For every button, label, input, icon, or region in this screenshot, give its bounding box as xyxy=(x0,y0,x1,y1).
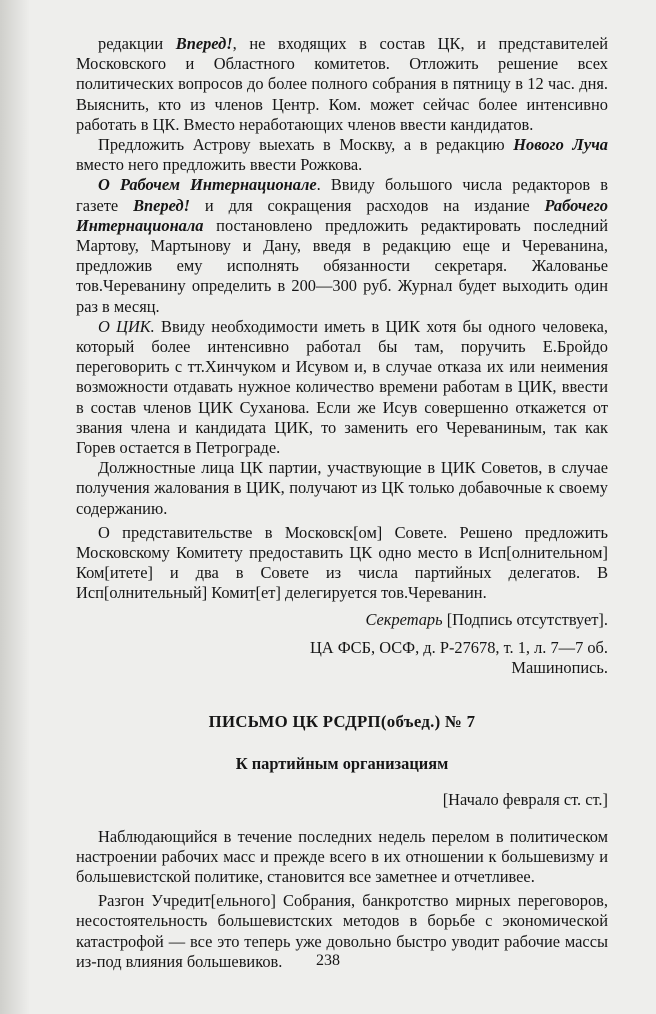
text-run: . Ввиду большого числа редакторов в газете xyxy=(76,175,609,215)
newspaper-title-vpered: Вперед! xyxy=(133,195,190,215)
secretary-label: Секретарь xyxy=(365,609,443,629)
section-lead-tsik: О ЦИК. xyxy=(98,316,155,336)
section-lead-rabochiy-internatsional: О Рабочем Интернационале xyxy=(98,175,317,195)
paragraph-political-shift: Наблюдающийся в течение последних недель перелом в политическом настроении рабочих масс и прежде всего в их отношении к большевизму и большевистской политике, становится все заметнее и отчетливее. xyxy=(76,826,608,886)
text-run: вместо него предложить ввести Рожкова. xyxy=(76,155,363,175)
paragraph-moscow-soviet: О представительстве в Московск[ом] Совете. Решено предложить Московскому Комитету предоставить ЦК одно место в Исп[олнительном] Ком[итете] и два в Совете из числа партийных делегатов. В Исп[олнительный] Комит[ет] делегируется тов.Череванин. xyxy=(76,522,608,603)
text-run: и для сокращения расходов на издание xyxy=(190,195,545,215)
secretary-line xyxy=(76,610,608,630)
paragraph-constituent-assembly: Разгон Учредит[ельного] Собрания, банкротство мирных переговоров, несостоятельность большевистских методов в борьбе с экономической катастрофой — все это теперь уже довольно быстро уводит рабочие массы из-под влияния большевиков. xyxy=(76,891,608,971)
letter-heading: ПИСЬМО ЦК РСДРП(объед.) № 7 xyxy=(208,712,476,732)
text-run: Ввиду необходимости иметь в ЦИК хотя бы одного человека, который более интенсивно работал бы там, поручить Е.Бройдо переговорить с тт.Хинчуком и Исувом и, в случае отказа их или неимения возможности отдавать нужное количество времени работам в ЦИК, ввести в состав членов ЦИК Суханова. Если же Исув совершенно откажется от звания члена и кандидата ЦИК, то заменить его Череваниным, так как Горев остается в Петрограде. xyxy=(76,316,608,458)
text-run: Предложить Астрову выехать в Москву, а в редакцию xyxy=(98,135,514,155)
signature-note: [Подпись отсутствует]. xyxy=(442,609,608,629)
page-number: 238 xyxy=(316,952,340,969)
archive-citation: ЦА ФСБ, ОСФ, д. Р-27678, т. 1, л. 7—7 об. xyxy=(309,637,608,657)
paragraph-tsik xyxy=(76,317,608,458)
newspaper-title-vpered: Вперед! xyxy=(175,34,233,53)
paragraph-officials-salary: Должностные лица ЦК партии, участвующие в ЦИК Советов, в случае получения жалования в ЦИК, получают из ЦК только добавочные к своему содержанию. xyxy=(76,458,608,518)
newspaper-title-novy-luch: Нового Луча xyxy=(513,135,608,155)
text-run: , не входящих в состав ЦК, и представителей Московского и Областного комитетов. Отложить решение всех политических вопросов до более полного собрания в пятницу в 12 час. дня. Выяснить, кто из членов Центр. Ком. может сейчас более интенсивно работать в ЦК. Вместо неработающих членов ввести кандидатов. xyxy=(76,34,608,134)
letter-subheading: К партийным организациям xyxy=(235,754,449,774)
paragraph-astrov xyxy=(76,135,608,175)
text-run: редакции xyxy=(98,34,176,53)
paragraph-workers-international xyxy=(76,175,608,316)
paragraph-vpered-editors xyxy=(76,34,608,135)
archive-reference xyxy=(76,638,608,678)
journal-title-rabochiy-internatsional: Рабочего Интернационала xyxy=(76,195,608,235)
archive-format-note: Машинопись. xyxy=(511,658,608,678)
text-run: постановлено предложить редактировать последний Мартову, Мартынову и Дану, введя в редакцию еще и Череванина, предложив ему исполнять обязанности секретаря. Жалованье тов.Череванину определить в 200—300 руб. Журнал будет выходить один раз в месяц. xyxy=(76,215,608,316)
letter-date: [Начало февраля ст. ст.] xyxy=(442,790,608,810)
